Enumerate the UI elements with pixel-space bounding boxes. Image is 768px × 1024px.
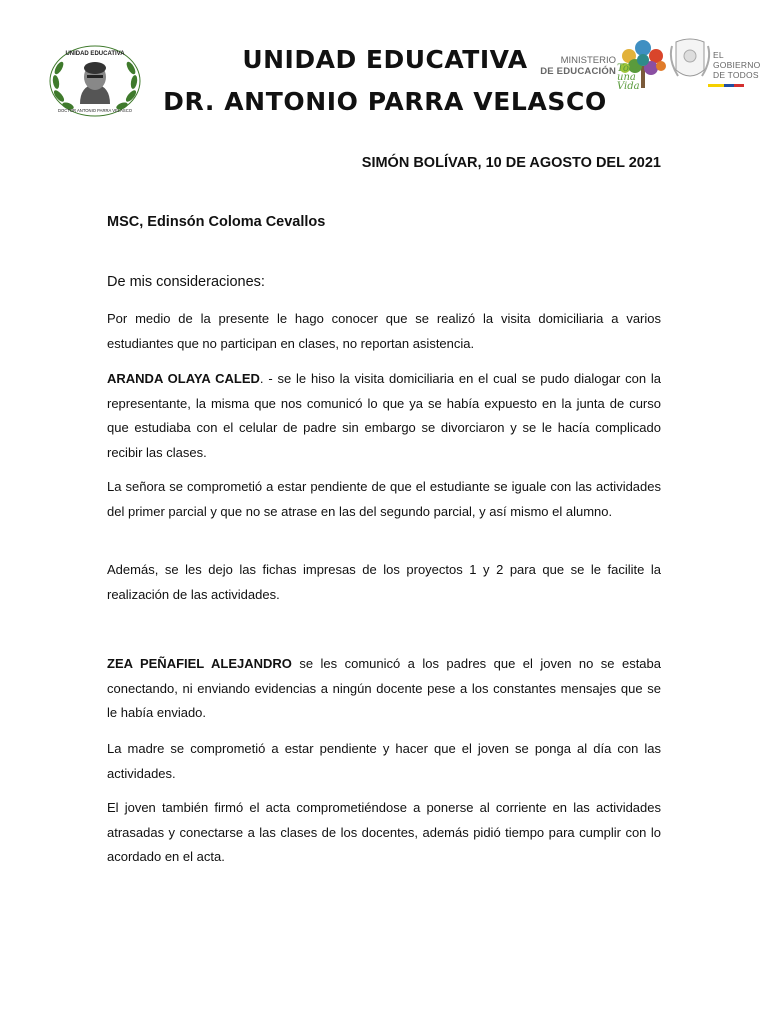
ministry-line2: DE EDUCACIÓN xyxy=(540,66,616,77)
intro-paragraph: Por medio de la presente le hago conocer que se realizó la visita domiciliaria a varios estudiantes que no participan en clases, no reportan asistencia. xyxy=(107,311,661,351)
government-name xyxy=(713,50,760,80)
tagline-word-1: Toda xyxy=(617,63,642,74)
letter-recipient: MSC, Edinsón Coloma Cevallos xyxy=(107,214,326,230)
ministry-name xyxy=(540,55,616,77)
gov-line3: DE TODOS xyxy=(713,70,759,80)
student1-paragraph xyxy=(107,367,661,465)
student1-name: ARANDA OLAYA CALED xyxy=(107,371,260,386)
gov-line2: GOBIERNO xyxy=(713,60,761,70)
letter-date: SIMÓN BOLÍVAR, 10 DE AGOSTO DEL 2021 xyxy=(361,155,661,171)
school-seal-logo xyxy=(48,44,142,118)
school-title-line1: UNIDAD EDUCATIVA xyxy=(242,45,528,74)
student1-materials-paragraph: Además, se les dejo las fichas impresas de los proyectos 1 y 2 para que se le facilite la realización de las actividades. xyxy=(107,562,661,602)
gov-line1: EL xyxy=(713,50,724,60)
student1-text: . - se le hiso la visita domiciliaria en el cual se pudo dialogar con la representante, la misma que nos comunicó lo que ya se había expuesto en la junta de curso que estudiaba con el celular de padre sin embargo se divorciaron y se le hacía complicado recibir las clases. xyxy=(107,371,662,460)
seal-text-bottom: DOCTOR ANTONIO PARRA VELASCO xyxy=(58,108,132,113)
seal-text-top: UNIDAD EDUCATIVA xyxy=(65,51,125,57)
tagline-word-3: Vida xyxy=(617,81,640,92)
student2-paragraph xyxy=(107,652,661,726)
tagline-word-2: una xyxy=(617,72,636,83)
ministry-line1: MINISTERIO xyxy=(560,55,616,66)
letter-greeting: De mis consideraciones: xyxy=(107,274,265,290)
school-title-line2: DR. ANTONIO PARRA VELASCO xyxy=(163,87,607,116)
ministry-tagline xyxy=(617,64,641,91)
student1-commitment-paragraph: La señora se comprometió a estar pendiente de que el estudiante se iguale con las actividades del primer parcial y que no se atrase en las del segundo parcial, y así mismo el alumno. xyxy=(107,479,661,519)
student2-agreement-paragraph: El joven también firmó el acta comprometiéndose a ponerse al corriente en las actividades atrasadas y conectarse a las clases de los docentes, además pidió tiempo para cumplir con lo acordado en el acta. xyxy=(107,800,661,864)
student2-commitment-paragraph: La madre se comprometió a estar pendiente y hacer que el joven se ponga al día con las actividades. xyxy=(107,741,661,781)
student2-name: ZEA PEÑAFIEL ALEJANDRO xyxy=(107,656,292,671)
student2-text: se les comunicó a los padres que el joven no se estaba conectando, ni enviando evidencias a ningún docente pese a los constantes mensajes que se le había enviado. xyxy=(107,656,661,720)
